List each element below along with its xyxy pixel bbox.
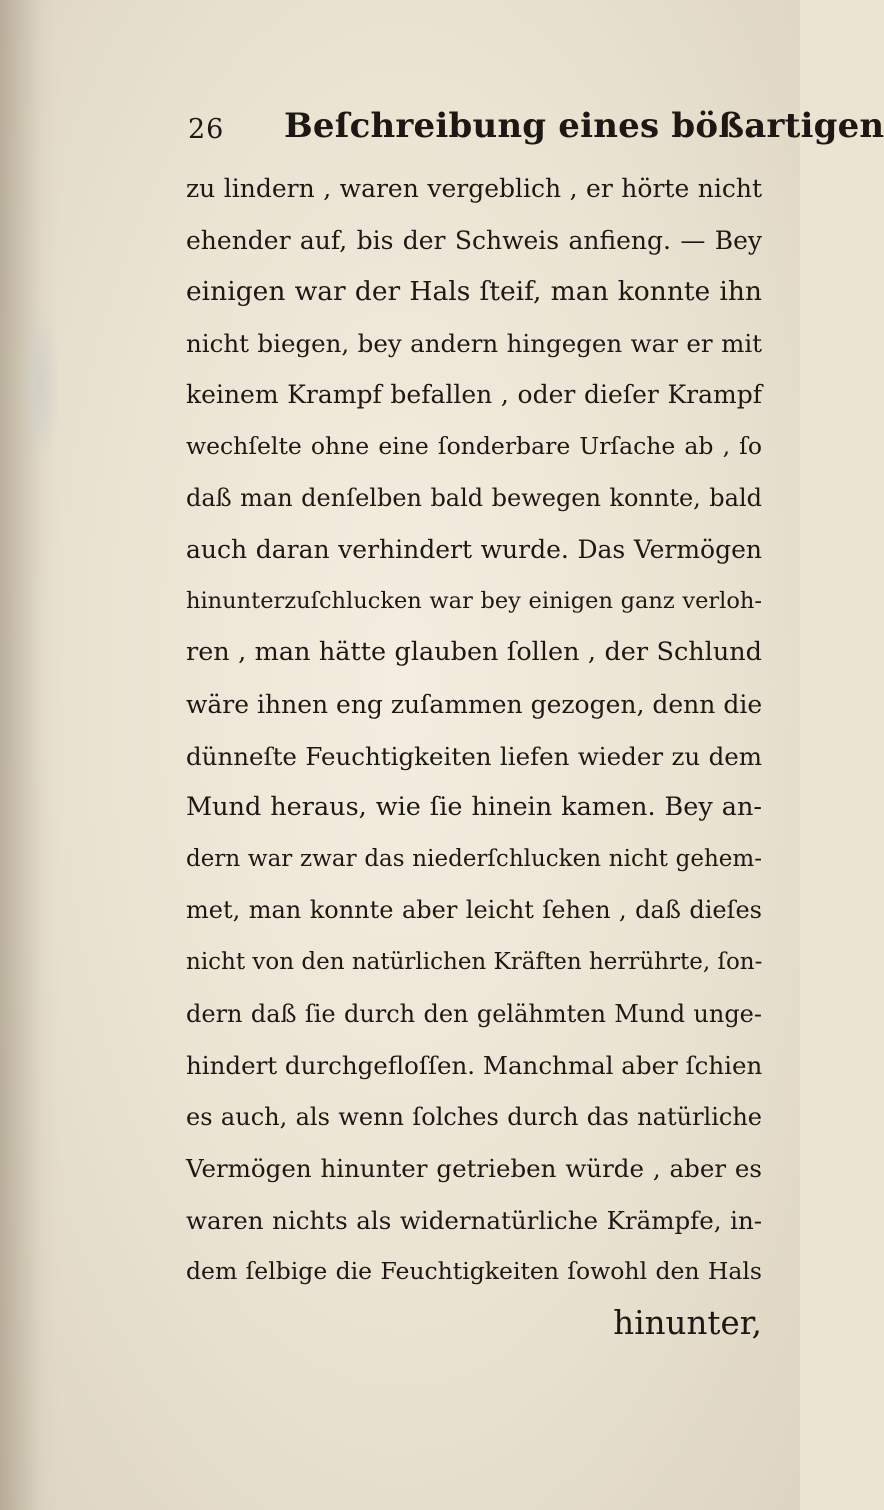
text-line: waren nichts als widernatürliche Krämpfe, in-: [186, 1205, 762, 1235]
text-line: dünneſte Feuchtigkeiten liefen wieder zu dem: [186, 741, 762, 771]
text-line: ren , man hätte glauben ſollen , der Schlund: [186, 637, 762, 668]
text-line: wechſelte ohne eine ſonderbare Urſache ab , ſo: [186, 431, 762, 460]
text-line: dern war zwar das niederſchlucken nicht gehem-: [186, 845, 762, 872]
text-line: zu lindern , waren vergeblich , er hörte nicht: [186, 174, 762, 203]
paper-stain: [20, 300, 60, 470]
running-head: Beſchreibung eines bößartigen: [284, 106, 884, 146]
text-line: keinem Krampf befallen , oder dieſer Krampf: [186, 380, 762, 410]
text-line: es auch, als wenn ſolches durch das natürliche: [186, 1102, 762, 1131]
text-line: dern daß ſie durch den gelähmten Mund unge-: [186, 999, 762, 1028]
body-text: [186, 163, 762, 1350]
text-line: met, man konnte aber leicht ſehen , daß dieſes: [186, 896, 762, 925]
text-line: ehender auf, bis der Schweis anfieng. — Bey: [186, 225, 762, 255]
text-line: einigen war der Hals ſteif, man konnte ihn: [186, 276, 762, 308]
page-number: 26: [188, 114, 225, 145]
page-header: [188, 106, 884, 156]
text-line: dem ſelbige die Feuchtigkeiten ſowohl den Hals: [186, 1257, 762, 1286]
text-line: Mund heraus, wie ſie hinein kamen. Bey an-: [186, 792, 762, 823]
text-line: wäre ihnen eng zuſammen gezogen, denn die: [186, 689, 763, 719]
text-line: hinunterzuſchlucken war bey einigen ganz verloh-: [186, 587, 762, 614]
text-line: auch daran verhindert wurde. Das Vermögen: [186, 535, 762, 565]
text-line: Vermögen hinunter getrieben würde , aber es: [186, 1154, 762, 1184]
text-line: hindert durchgefloſſen. Manchmal aber ſchien: [186, 1051, 763, 1081]
catchword: hinunter,: [613, 1304, 762, 1343]
text-line: nicht biegen, bey andern hingegen war er mit: [186, 328, 762, 358]
page-gutter-shadow: [0, 0, 60, 1510]
text-line: daß man denſelben bald bewegen konnte, bald: [186, 483, 762, 512]
text-line: nicht von den natürlichen Kräften herrührte, ſon-: [186, 948, 763, 975]
